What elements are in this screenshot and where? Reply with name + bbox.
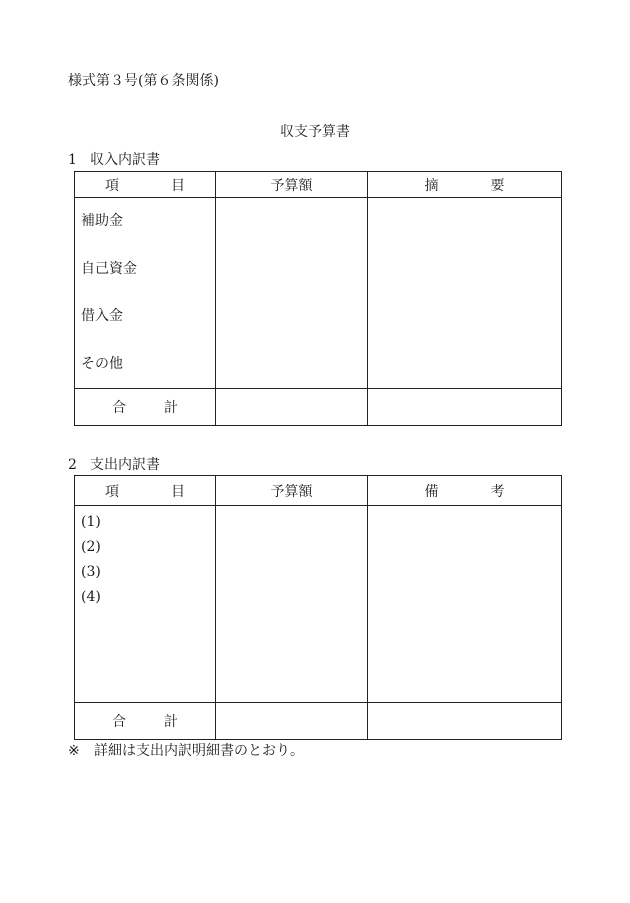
income-remarks-cell[interactable] — [368, 198, 562, 389]
income-table — [74, 171, 562, 426]
expense-item-1: (1) — [81, 514, 101, 530]
expense-item-3: (3) — [81, 564, 101, 580]
income-item-loan: 借入金 — [81, 308, 123, 324]
income-section-title: 収入内訳書 — [90, 152, 160, 168]
income-item-subsidy: 補助金 — [81, 213, 123, 229]
expense-total-row — [75, 703, 562, 740]
expense-budget-cell[interactable] — [216, 506, 368, 703]
expense-section-title: 支出内訳書 — [90, 457, 160, 473]
expense-header-item: 項 目 — [75, 476, 216, 506]
income-total-label: 合 計 — [75, 389, 216, 426]
income-section-heading — [68, 149, 160, 169]
document-title: 収支予算書 — [280, 124, 350, 140]
income-header-item: 項 目 — [75, 172, 216, 198]
income-total-budget-cell[interactable] — [216, 389, 368, 426]
income-item-other: その他 — [81, 355, 123, 372]
income-header-row — [75, 172, 562, 198]
expense-header-remarks: 備 考 — [368, 476, 562, 506]
income-header-remarks: 摘 要 — [368, 172, 562, 198]
expense-body-row — [75, 506, 562, 703]
expense-section-heading — [68, 454, 160, 474]
expense-items-cell — [75, 506, 216, 703]
income-budget-cell[interactable] — [216, 198, 368, 389]
expense-total-budget-cell[interactable] — [216, 703, 368, 740]
footnote — [68, 740, 304, 760]
income-header-budget: 予算額 — [216, 172, 368, 198]
income-body-row — [75, 198, 562, 389]
expense-remarks-cell[interactable] — [368, 506, 562, 703]
expense-total-remarks-cell[interactable] — [368, 703, 562, 740]
income-items-cell — [75, 198, 216, 389]
note-text: 詳細は支出内訳明細書のとおり。 — [94, 743, 304, 759]
income-total-row — [75, 389, 562, 426]
expense-table — [74, 475, 562, 740]
expense-item-4: (4) — [81, 589, 101, 605]
form-number: 様式第３号(第６条関係) — [68, 73, 219, 89]
expense-header-budget: 予算額 — [216, 476, 368, 506]
expense-section-number: 2 — [68, 457, 77, 473]
expense-item-2: (2) — [81, 539, 101, 555]
note-mark: ※ — [68, 743, 80, 759]
expense-header-row — [75, 476, 562, 506]
income-item-own-funds: 自己資金 — [81, 260, 137, 277]
expense-total-label: 合 計 — [75, 703, 216, 740]
income-section-number: 1 — [68, 152, 77, 168]
income-total-remarks-cell[interactable] — [368, 389, 562, 426]
